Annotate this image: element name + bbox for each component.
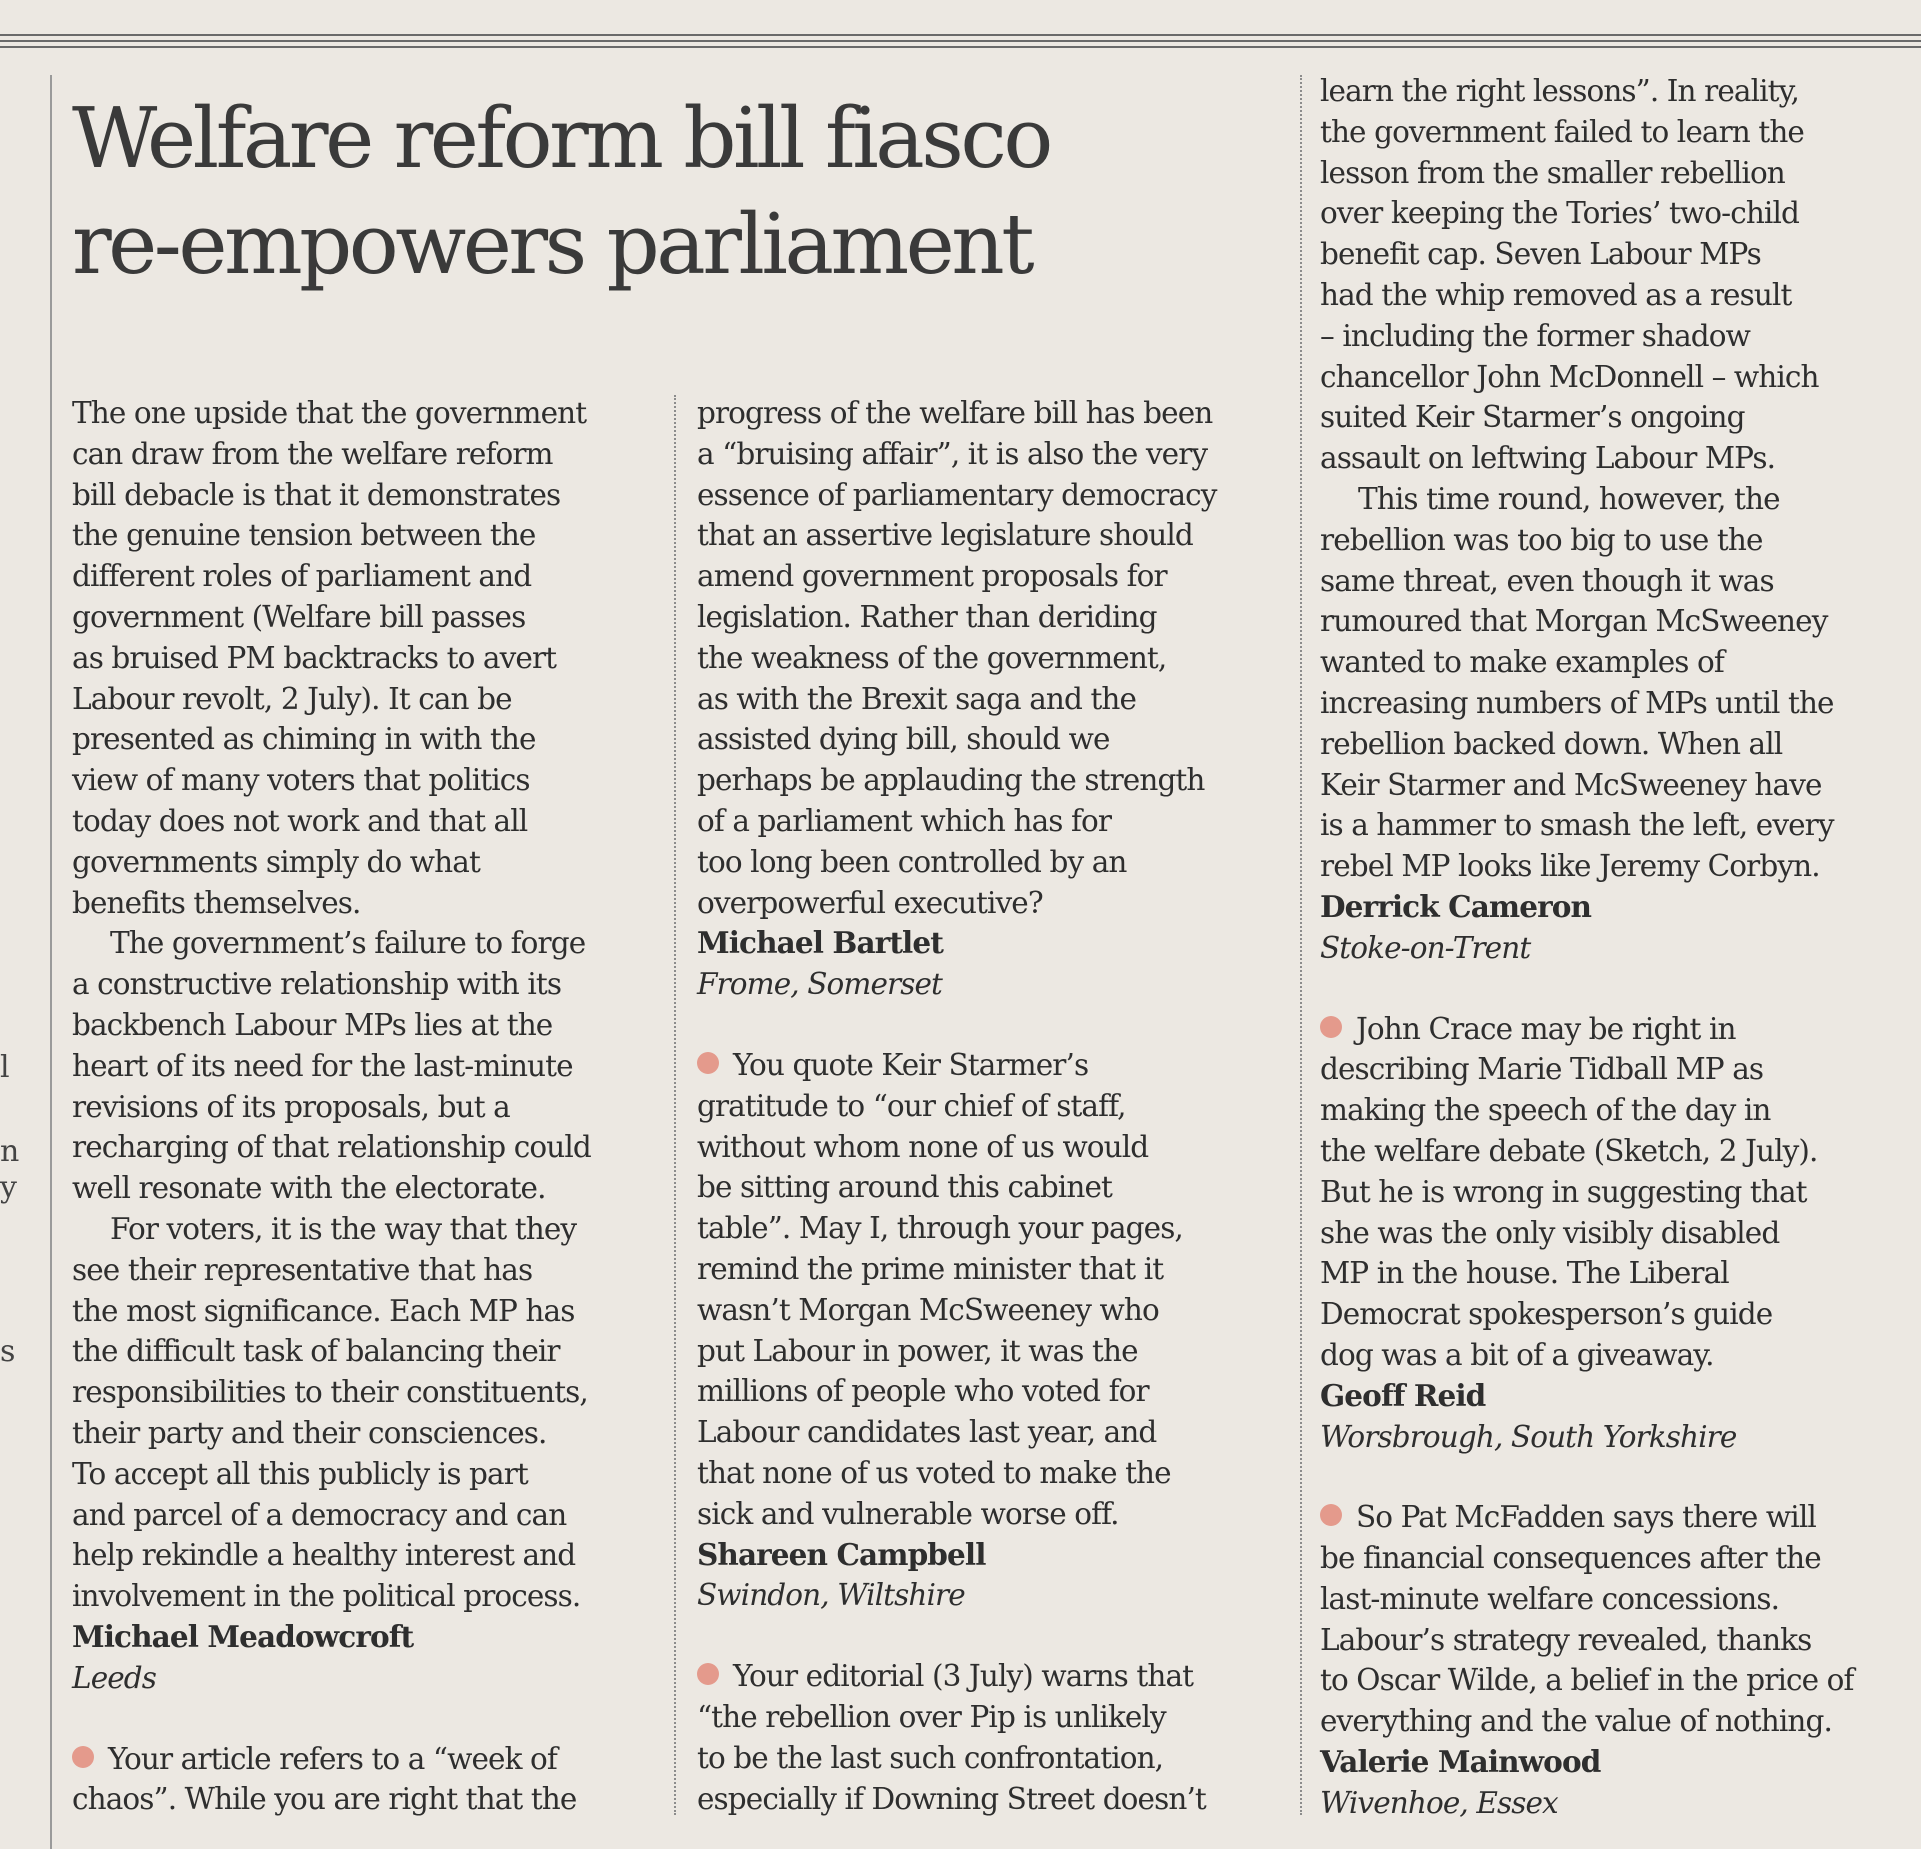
letter-location: Wivenhoe, Essex (1320, 1785, 1558, 1820)
text-line: For voters, it is the way that they (110, 1211, 577, 1246)
text-line: Labour candidates last year, and (697, 1415, 1157, 1450)
text-line: legislation. Rather than deriding (697, 599, 1157, 634)
text-line: The government’s failure to forge (110, 926, 586, 961)
text-line: benefits themselves. (72, 885, 361, 920)
text-line: revisions of its proposals, but a (72, 1089, 510, 1124)
column-separator-1 (674, 395, 676, 1815)
text-line: benefit cap. Seven Labour MPs (1320, 237, 1761, 272)
text-line: she was the only visibly disabled (1320, 1215, 1780, 1250)
text-line: making the speech of the day in (1320, 1093, 1771, 1128)
letter-author: Shareen Campbell (697, 1536, 986, 1572)
text-line: assault on leftwing Labour MPs. (1320, 441, 1776, 476)
letter-location: Leeds (72, 1660, 157, 1695)
cropped-letter: l (0, 1050, 10, 1085)
letter-3-paragraph (697, 1045, 1287, 1535)
text-line: involvement in the political process. (72, 1579, 581, 1614)
text-line: chaos”. While you are right that the (72, 1782, 577, 1817)
text-line: see their representative that has (72, 1252, 533, 1287)
text-line: that an assertive legislature should (697, 518, 1193, 553)
letter-author: Geoff Reid (1320, 1377, 1486, 1413)
letter-4-paragraph (697, 1656, 1287, 1819)
text-line: to Oscar Wilde, a belief in the price of (1320, 1663, 1854, 1698)
text-line: rumoured that Morgan McSweeney (1320, 604, 1828, 639)
text-line: But he is wrong in suggesting that (1320, 1174, 1807, 1209)
text-line: MP in the house. The Liberal (1320, 1256, 1729, 1291)
text-line: be financial consequences after the (1320, 1541, 1821, 1576)
text-line: to be the last such confrontation, (697, 1740, 1164, 1775)
text-line: the weakness of the government, (697, 640, 1167, 675)
text-line: well resonate with the electorate. (72, 1171, 546, 1206)
text-line: table”. May I, through your pages, (697, 1211, 1183, 1246)
letter-1-paragraph (72, 923, 662, 1209)
text-line: remind the prime minister that it (697, 1251, 1164, 1286)
letter-author: Michael Meadowcroft (72, 1618, 414, 1654)
text-line: last-minute welfare concessions. (1320, 1581, 1780, 1616)
left-column-rule (50, 75, 52, 1849)
bullet-icon (697, 1052, 719, 1074)
text-line: had the whip removed as a result (1320, 277, 1792, 312)
text-line: without whom none of us would (697, 1129, 1149, 1164)
text-line: too long been controlled by an (697, 844, 1127, 879)
text-line: rebellion was too big to use the (1320, 522, 1763, 557)
text-line: amend government proposals for (697, 559, 1167, 594)
text-line: everything and the value of nothing. (1320, 1704, 1832, 1739)
text-line: progress of the welfare bill has been (697, 396, 1213, 430)
bullet-icon (697, 1663, 719, 1685)
text-line: today does not work and that all (72, 803, 528, 838)
text-line: backbench Labour MPs lies at the (72, 1007, 553, 1042)
column-2 (697, 393, 1287, 1819)
letter-2-paragraph (697, 393, 1287, 923)
text-line: as with the Brexit saga and the (697, 681, 1137, 716)
text-line: help rekindle a healthy interest and (72, 1538, 576, 1573)
text-line: sick and vulnerable worse off. (697, 1496, 1119, 1531)
letter-1-paragraph (72, 1209, 662, 1617)
text-line: John Crace may be right in (1320, 1009, 1915, 1050)
text-line: recharging of that relationship could (72, 1130, 591, 1165)
headline-line: re-empowers parliament (72, 196, 1032, 293)
text-line: Labour’s strategy revealed, thanks (1320, 1622, 1812, 1657)
text-line: lesson from the smaller rebellion (1320, 155, 1785, 190)
letter-6-paragraph (1320, 1497, 1915, 1742)
text-line: The one upside that the government (72, 396, 587, 430)
text-line: dog was a bit of a giveaway. (1320, 1337, 1714, 1372)
text-line: especially if Downing Street doesn’t (697, 1781, 1206, 1816)
column-1 (72, 393, 662, 1820)
text-line: different roles of parliament and (72, 559, 532, 594)
text-line: Democrat spokesperson’s guide (1320, 1297, 1773, 1332)
text-line: You quote Keir Starmer’s (697, 1045, 1287, 1086)
text-line: put Labour in power, it was the (697, 1333, 1138, 1368)
text-line: describing Marie Tidball MP as (1320, 1052, 1764, 1087)
letter-location: Stoke-on-Trent (1320, 930, 1531, 965)
bullet-icon (1320, 1016, 1342, 1038)
text-line: gratitude to “our chief of staff, (697, 1088, 1126, 1123)
letter-5-paragraph (1320, 1009, 1915, 1376)
letter-4-paragraph (1320, 479, 1915, 887)
text-line: over keeping the Tories’ two-child (1320, 196, 1799, 231)
text-line: is a hammer to smash the left, every (1320, 808, 1834, 843)
text-line: rebel MP looks like Jeremy Corbyn. (1320, 849, 1820, 884)
text-line: heart of its need for the last-minute (72, 1048, 573, 1083)
cropped-letter: y (0, 1170, 17, 1205)
text-line: responsibilities to their constituents, (72, 1375, 588, 1410)
text-line: the government failed to learn the (1320, 114, 1804, 149)
text-line: their party and their consciences. (72, 1415, 547, 1450)
text-line: Your article refers to a “week of (72, 1739, 662, 1780)
letter-author: Derrick Cameron (1320, 888, 1592, 924)
text-line: view of many voters that politics (72, 763, 530, 798)
text-line: the welfare debate (Sketch, 2 July). (1320, 1133, 1818, 1168)
text-line: Keir Starmer and McSweeney have (1320, 767, 1822, 802)
text-line: wanted to make examples of (1320, 645, 1724, 680)
text-line: same threat, even though it was (1320, 563, 1774, 598)
text-line: perhaps be applauding the strength (697, 763, 1205, 798)
text-line: government (Welfare bill passes (72, 599, 526, 634)
text-line: can draw from the welfare reform (72, 436, 553, 471)
text-line: and parcel of a democracy and can (72, 1497, 567, 1532)
cropped-letter: s (0, 1334, 16, 1369)
text-line: rebellion backed down. When all (1320, 726, 1783, 761)
text-line: of a parliament which has for (697, 803, 1112, 838)
text-line: the most significance. Each MP has (72, 1293, 575, 1328)
headline-line: Welfare reform bill fiasco (72, 90, 1050, 187)
column-separator-2 (1300, 75, 1302, 1815)
letter-location: Frome, Somerset (697, 967, 942, 1002)
text-line: a “bruising affair”, it is also the very (697, 436, 1208, 471)
text-line: Labour revolt, 2 July). It can be (72, 681, 512, 716)
text-line: be sitting around this cabinet (697, 1170, 1112, 1205)
text-line: a constructive relationship with its (72, 967, 562, 1002)
letter-4-paragraph (1320, 71, 1915, 479)
text-line: the genuine tension between the (72, 518, 536, 553)
text-line: So Pat McFadden says there will (1320, 1497, 1915, 1538)
text-line: assisted dying bill, should we (697, 722, 1110, 757)
text-line: This time round, however, the (1358, 481, 1780, 516)
letter-2-paragraph (72, 1739, 662, 1821)
letter-location: Worsbrough, South Yorkshire (1320, 1419, 1737, 1454)
text-line: wasn’t Morgan McSweeney who (697, 1292, 1159, 1327)
text-line: the difficult task of balancing their (72, 1334, 560, 1369)
text-line: – including the former shadow (1320, 318, 1750, 353)
text-line: governments simply do what (72, 844, 480, 879)
letter-author: Valerie Mainwood (1320, 1744, 1601, 1780)
text-line: increasing numbers of MPs until the (1320, 685, 1834, 720)
text-line: overpowerful executive? (697, 885, 1043, 920)
text-line: suited Keir Starmer’s ongoing (1320, 400, 1745, 435)
text-line: “the rebellion over Pip is unlikely (697, 1699, 1166, 1734)
letter-author: Michael Bartlet (697, 925, 943, 961)
text-line: millions of people who voted for (697, 1374, 1149, 1409)
text-line: learn the right lessons”. In reality, (1320, 74, 1799, 108)
letter-location: Swindon, Wiltshire (697, 1578, 965, 1613)
text-line: bill debacle is that it demonstrates (72, 477, 561, 512)
letter-1-paragraph (72, 393, 662, 923)
text-line: Your editorial (3 July) warns that (697, 1656, 1287, 1697)
bullet-icon (72, 1746, 94, 1768)
bullet-icon (1320, 1504, 1342, 1526)
column-3 (1320, 71, 1915, 1824)
headline (72, 86, 1302, 298)
text-line: To accept all this publicly is part (72, 1456, 528, 1491)
cropped-letter: n (0, 1134, 20, 1169)
top-border-rules (0, 34, 1921, 52)
text-line: as bruised PM backtracks to avert (72, 640, 557, 675)
text-line: essence of parliamentary democracy (697, 477, 1217, 512)
text-line: presented as chiming in with the (72, 722, 536, 757)
text-line: that none of us voted to make the (697, 1455, 1171, 1490)
text-line: chancellor John McDonnell – which (1320, 359, 1819, 394)
